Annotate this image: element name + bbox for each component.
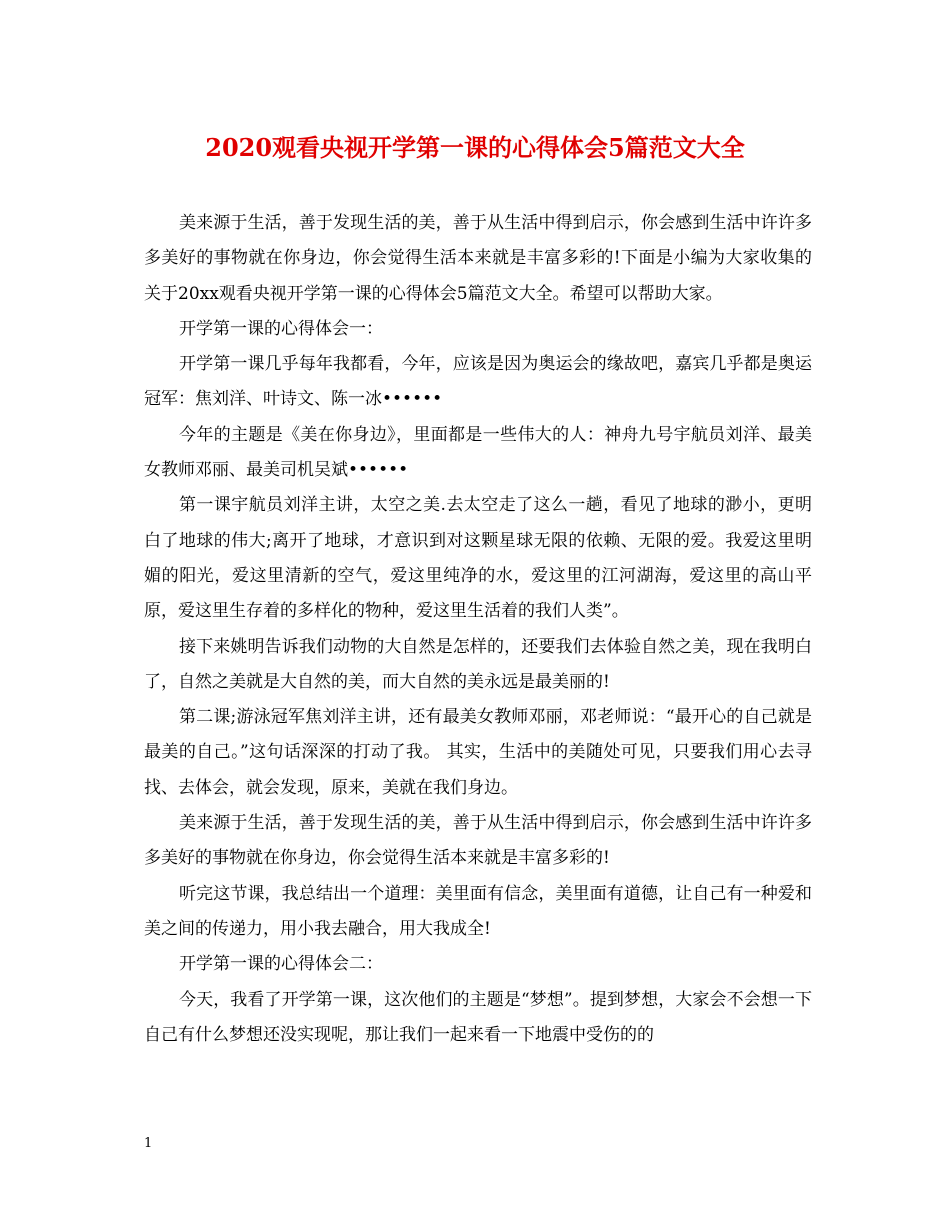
paragraph: 开学第一课几乎每年我都看，今年，应该是因为奥运会的缘故吧，嘉宾几乎都是奥运冠军：焦刘洋、叶诗文、陈一冰••••••	[144, 354, 812, 410]
paragraph: 接下来姚明告诉我们动物的大自然是怎样的，还要我们去体验自然之美，现在我明白了，自然之美就是大自然的美，而大自然的美永远是最美丽的!	[144, 636, 812, 692]
paragraph: 今天，我看了开学第一课，这次他们的主题是“梦想”。提到梦想，大家会不会想一下自己有什么梦想还没实现呢，那让我们一起来看一下地震中受伤的的	[144, 989, 812, 1045]
document-body	[144, 206, 812, 1053]
paragraph: 美来源于生活，善于发现生活的美，善于从生活中得到启示，你会感到生活中许许多多美好的事物就在你身边，你会觉得生活本来就是丰富多彩的!	[144, 813, 812, 869]
paragraph-heading-one: 开学第一课的心得体会一：	[179, 318, 383, 339]
paragraph: 听完这节课，我总结出一个道理：美里面有信念，美里面有道德，让自己有一种爱和美之间的传递力，用小我去融合，用大我成全!	[144, 883, 812, 939]
document-title: 2020观看央视开学第一课的心得体会5篇范文大全	[205, 133, 745, 162]
paragraph: 第一课宇航员刘洋主讲，太空之美.去太空走了这么一趟，看见了地球的渺小，更明白了地球的伟大;离开了地球，才意识到对这颗星球无限的依赖、无限的爱。我爱这里明媚的阳光，爱这里清新的空气，爱这里纯净的水，爱这里的江河湖海，爱这里的高山平原，爱这里生存着的多样化的物种，爱这里生活着的我们人类”。	[144, 495, 812, 622]
paragraph: 今年的主题是《美在你身边》，里面都是一些伟大的人：神舟九号宇航员刘洋、最美女教师邓丽、最美司机吴斌••••••	[144, 424, 812, 481]
paragraph: 第二课;游泳冠军焦刘洋主讲，还有最美女教师邓丽，邓老师说：“最开心的自己就是最美的自己。”这句话深深的打动了我。 其实，生活中的美随处可见，只要我们用心去寻找、去体会，就会发现，原来，美就在我们身边。	[144, 707, 812, 798]
page-number: 1	[144, 1136, 153, 1151]
paragraph-intro: 美来源于生活，善于发现生活的美，善于从生活中得到启示，你会感到生活中许许多多美好的事物就在你身边，你会觉得生活本来就是丰富多彩的!下面是小编为大家收集的关于20xx观看央视开学第一课的心得体会5篇范文大全。希望可以帮助大家。	[144, 213, 812, 304]
paragraph-heading-two: 开学第一课的心得体会二：	[179, 954, 383, 975]
